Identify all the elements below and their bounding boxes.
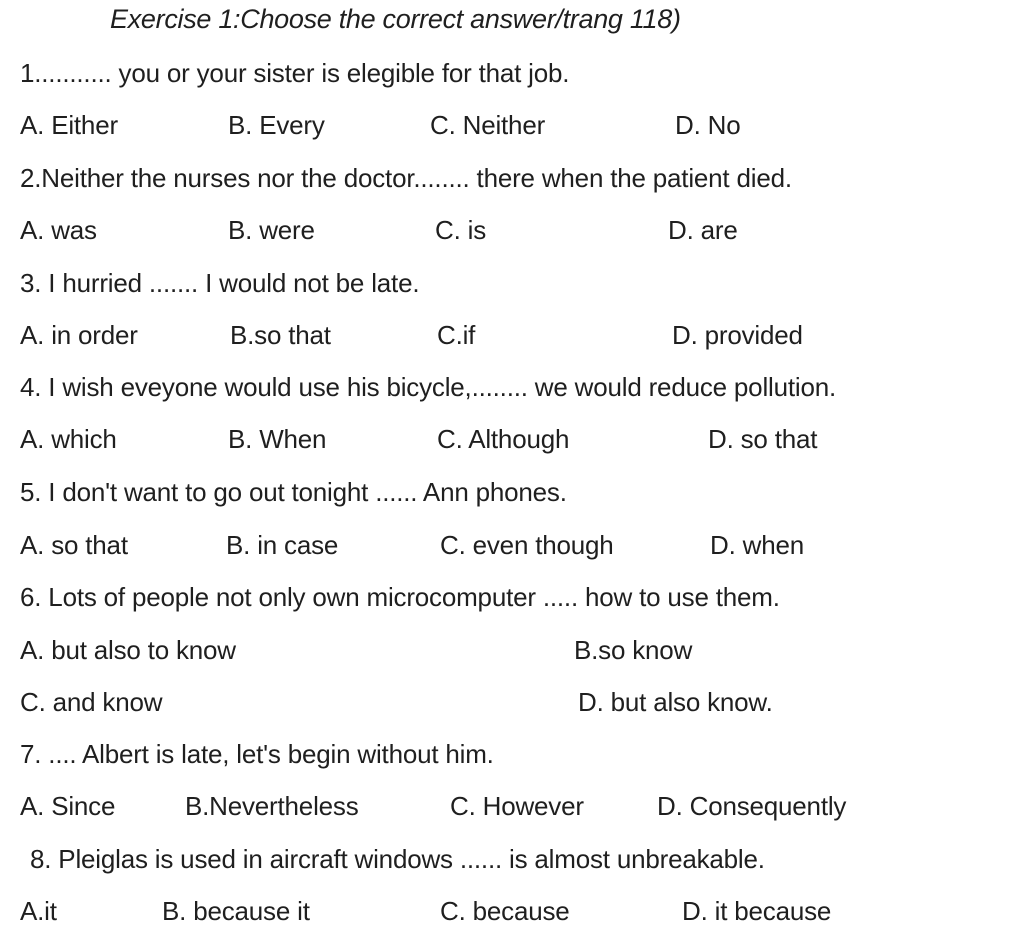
- question-6-text: 6. Lots of people not only own microcomputer ..... how to use them.: [20, 582, 780, 612]
- question-3-text: 3. I hurried ....... I would not be late.: [20, 268, 420, 298]
- question-8-text: 8. Pleiglas is used in aircraft windows ...... is almost unbreakable.: [30, 844, 765, 874]
- question-1: [0, 58, 1024, 98]
- question-2-options: [0, 215, 1024, 255]
- question-6-option-b: B.so know: [574, 635, 693, 665]
- question-3-option-a: A. in order: [20, 320, 138, 350]
- question-4: [0, 372, 1024, 412]
- question-8-option-a: A.it: [20, 896, 57, 926]
- question-7-option-b: B.Nevertheless: [185, 791, 359, 821]
- question-4-text: 4. I wish eveyone would use his bicycle,........ we would reduce pollution.: [20, 372, 836, 402]
- question-4-option-a: A. which: [20, 424, 117, 454]
- question-1-option-d: D. No: [675, 110, 741, 140]
- question-7-text: 7. .... Albert is late, let's begin without him.: [20, 739, 494, 769]
- question-7-option-a: A. Since: [20, 791, 116, 821]
- question-3-option-d: D. provided: [672, 320, 803, 350]
- question-7: [0, 739, 1024, 779]
- question-7-options: [0, 791, 1024, 831]
- question-8-options: [0, 896, 1024, 936]
- question-3-option-c: C.if: [437, 320, 476, 350]
- question-8-option-c: C. because: [440, 896, 570, 926]
- question-1-option-a: A. Either: [20, 110, 118, 140]
- question-5-option-d: D. when: [710, 530, 804, 560]
- question-1-option-b: B. Every: [228, 110, 325, 140]
- question-8-option-b: B. because it: [162, 896, 310, 926]
- question-8: [0, 844, 1024, 884]
- question-6: [0, 582, 1024, 622]
- question-1-text: 1........... you or your sister is elegible for that job.: [20, 58, 570, 88]
- question-5-options: [0, 530, 1024, 570]
- question-2-option-b: B. were: [228, 215, 315, 245]
- question-7-option-d: D. Consequently: [657, 791, 847, 821]
- question-2-text: 2.Neither the nurses nor the doctor........ there when the patient died.: [20, 163, 792, 193]
- question-2: [0, 163, 1024, 203]
- question-5: [0, 477, 1024, 517]
- question-3-option-b: B.so that: [230, 320, 331, 350]
- question-1-option-c: C. Neither: [430, 110, 546, 140]
- question-3-options: [0, 320, 1024, 360]
- question-6-options-row-1: [0, 635, 1024, 675]
- question-5-option-c: C. even though: [440, 530, 614, 560]
- question-1-options: [0, 110, 1024, 150]
- question-4-option-d: D. so that: [708, 424, 818, 454]
- question-7-option-c: C. However: [450, 791, 584, 821]
- question-5-option-b: B. in case: [226, 530, 339, 560]
- question-5-option-a: A. so that: [20, 530, 128, 560]
- question-4-option-b: B. When: [228, 424, 327, 454]
- question-6-option-d: D. but also know.: [578, 687, 773, 717]
- question-4-options: [0, 424, 1024, 464]
- question-6-option-a: A. but also to know: [20, 635, 236, 665]
- question-6-options-row-2: [0, 687, 1024, 727]
- question-8-option-d: D. it because: [682, 896, 832, 926]
- question-6-option-c: C. and know: [20, 687, 163, 717]
- question-2-option-a: A. was: [20, 215, 97, 245]
- question-4-option-c: C. Although: [437, 424, 570, 454]
- question-3: [0, 268, 1024, 308]
- question-2-option-c: C. is: [435, 215, 487, 245]
- question-2-option-d: D. are: [668, 215, 738, 245]
- exercise-title: Exercise 1:Choose the correct answer/trang 118): [110, 4, 681, 34]
- question-5-text: 5. I don't want to go out tonight ...... Ann phones.: [20, 477, 567, 507]
